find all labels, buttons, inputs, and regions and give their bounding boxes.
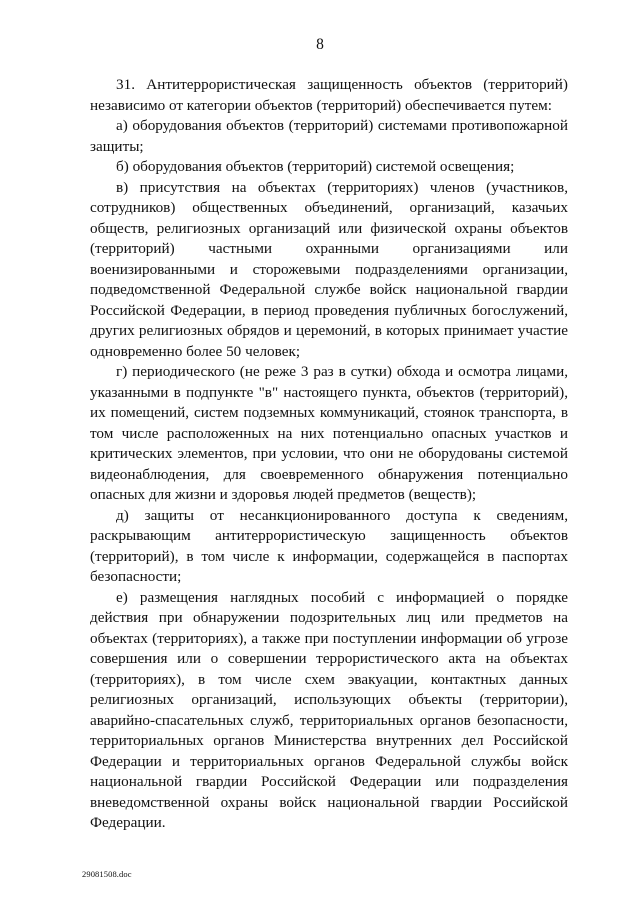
paragraph-item-b: б) оборудования объектов (территорий) системой освещения; [116,158,515,175]
paragraph-item-e: е) размещения наглядных пособий с информацией о порядке действия при обнаружении подозрительных лиц или предметов на объектах (территориях), а также при поступлении информации об угрозе совершения или о совершении террористического акта на объектах (территориях), в том числе схем эвакуации, контактных данных религиозных организаций, использующих объекты (территории), аварийно-спасательных служб, территориальных органов безопасности, территориальных органов Министерства внутренних дел Российской Федерации и территориальных органов Федеральной службы войск национальной гвардии Российской Федерации или подразделения вневедомственной охраны войск национальной гвардии Российской Федерации. [90,588,568,831]
paragraph-item-g: г) периодического (не реже 3 раз в сутки) обхода и осмотра лицами, указанными в подпункте "в" настоящего пункта, объектов (территорий), их помещений, систем подземных коммуникаций, стоянок транспорта, в том числе расположенных на них потенциально опасных участков и критических элементов, при условии, что они не оборудованы системой видеонаблюдения, для своевременного обнаружения потенциально опасных для жизни и здоровья людей предметов (веществ); [90,363,568,503]
paragraph-item-v: в) присутствия на объектах (территориях) членов (участников, сотрудников) общественных объединений, организаций, казачьих обществ, религиозных организаций или физической охраны объектов (территорий) частными охранными организациями или военизированными и сторожевыми подразделениями организации, подведомственной Федеральной службе войск национальной гвардии Российской Федерации, в период проведения публичных богослужений, других религиозных обрядов и церемоний, в которых принимает участие одновременно более 50 человек; [90,178,568,360]
paragraph-item-d: д) защиты от несанкционированного доступа к сведениям, раскрывающим антитеррористическую защищенность объектов (территорий), в том числе к информации, содержащейся в паспортах безопасности; [90,506,568,585]
document-body [90,75,568,834]
paragraph-31-intro: 31. Антитеррористическая защищенность объектов (территорий) независимо от категории объектов (территорий) обеспечивается путем: [90,76,568,114]
footer-filename: 29081508.doc [82,869,132,879]
paragraph-item-a: а) оборудования объектов (территорий) системами противопожарной защиты; [90,117,568,155]
page-number: 8 [316,36,324,53]
